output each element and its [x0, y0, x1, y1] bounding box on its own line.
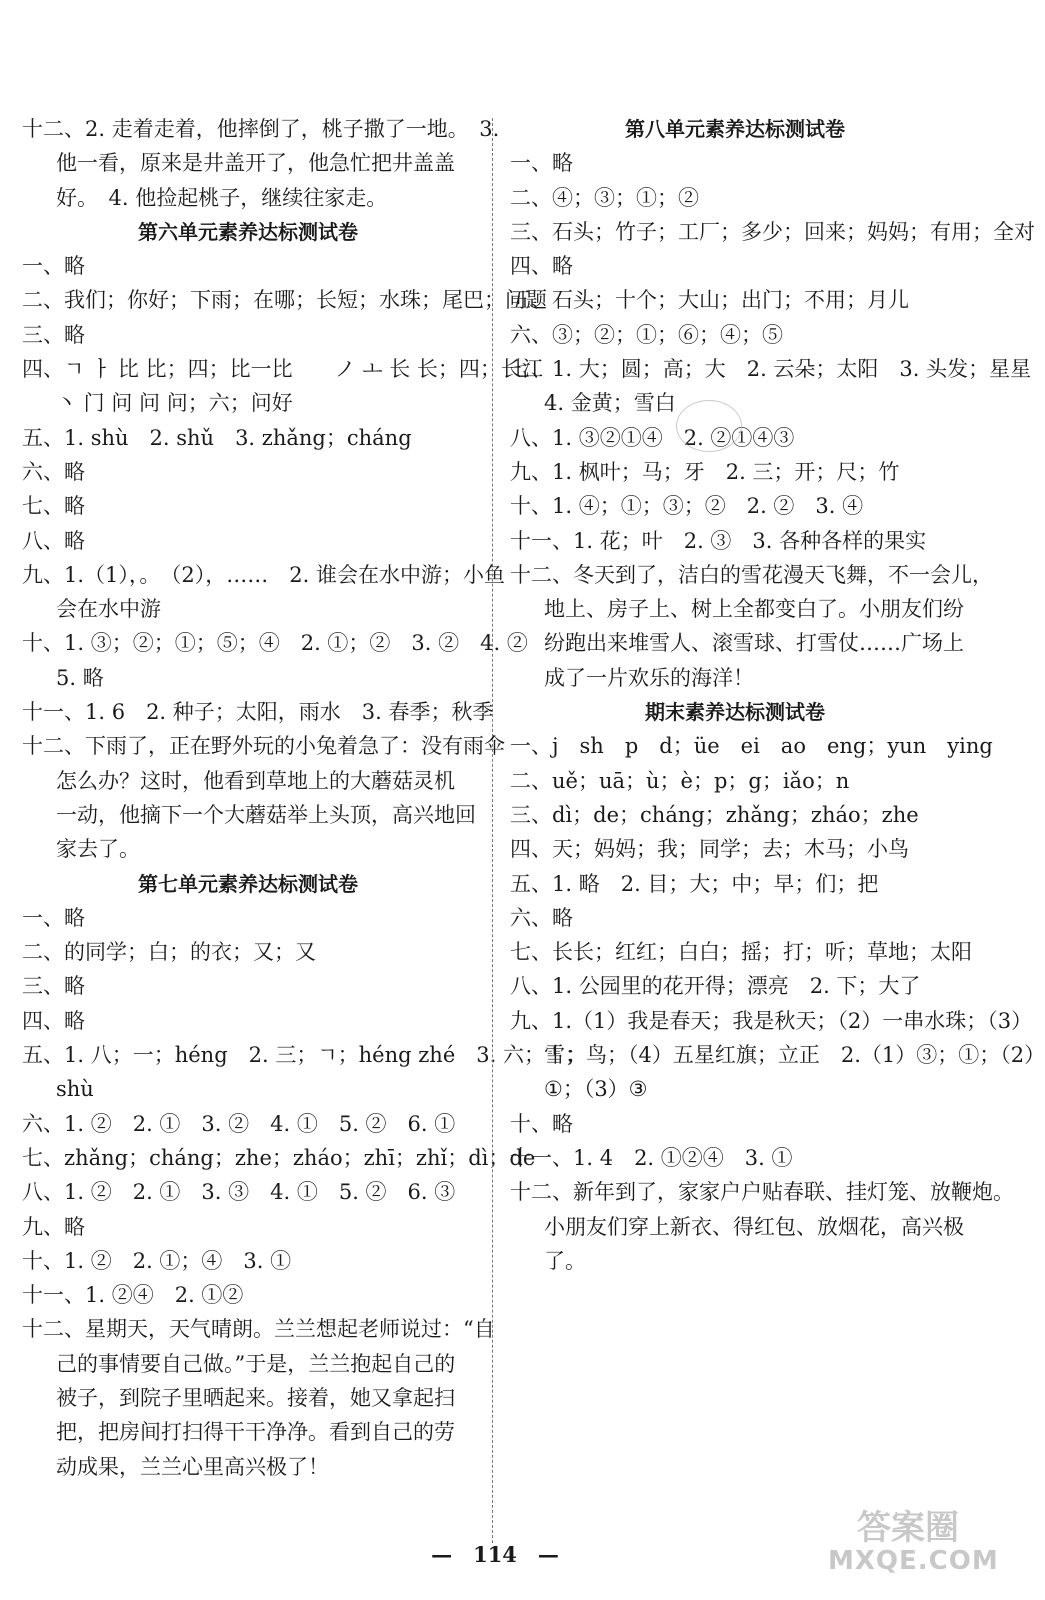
answer-line: 十、1. ③；②；①；⑤；④ 2. ①；② 3. ② 4. ②	[22, 631, 528, 656]
answer-line-continued: 他一看，原来是井盖开了，他急忙把井盖盖	[56, 151, 455, 176]
answer-line-continued: 怎么办？这时，他看到草地上的大蘑菇灵机	[56, 768, 455, 793]
answer-line-continued: 成了一片欢乐的海洋！	[544, 665, 754, 690]
answer-line: 六、略	[510, 905, 573, 930]
answer-line: 八、1. 公园里的花开得；漂亮 2. 下；大了	[510, 974, 921, 999]
answer-line: 九、1.（1），。 （2），…… 2. 谁会在水中游；小鱼	[22, 562, 505, 587]
answer-line-continued: 动成果，兰兰心里高兴极了！	[56, 1454, 329, 1479]
answer-line: 十二、新年到了，家家户户贴春联、挂灯笼、放鞭炮。	[510, 1180, 1014, 1205]
right-column	[510, 112, 1045, 1278]
answer-line: 六、1. ② 2. ① 3. ② 4. ① 5. ② 6. ①	[22, 1111, 456, 1136]
answer-line: 一、略	[22, 254, 85, 279]
answer-line-continued: 把，把房间打扫得干干净净。看到自己的劳	[56, 1420, 455, 1445]
answer-line: 七、zhǎng；cháng；zhe；zháo；zhī；zhǐ；dì；de	[22, 1145, 536, 1170]
answer-line: 四、天；妈妈；我；同学；去；木马；小鸟	[510, 837, 909, 862]
answer-line: 九、1.（1）我是春天；我是秋天；（2）一串水珠；（3）	[510, 1008, 1033, 1033]
answer-line: 八、略	[22, 528, 85, 553]
answer-line: 十二、2. 走着走着，他摔倒了，桃子撒了一地。 3.	[22, 117, 500, 141]
answer-line-continued: 被子，到院子里晒起来。接着，她又拿起扫	[56, 1385, 455, 1410]
answer-line: 二、④；③；①；②	[510, 185, 699, 210]
site-watermark	[828, 1508, 999, 1577]
watermark-logo-text: 答案圈	[857, 1508, 959, 1548]
answer-line: 十、1. ② 2. ①；④ 3. ①	[22, 1248, 292, 1273]
answer-line-continued: shù	[56, 1077, 94, 1102]
answer-line: 三、石头；竹子；工厂；多少；回来；妈妈；有用；全对	[510, 219, 1035, 244]
answer-line: 七、1. 大；圆；高；大 2. 云朵；太阳 3. 头发；星星	[510, 357, 1032, 382]
answer-line: 十、略	[510, 1111, 573, 1136]
answer-line-continued: 地上、房子上、树上全都变白了。小朋友们纷	[544, 597, 964, 622]
answer-line: 十一、1. ②④ 2. ①②	[22, 1283, 244, 1308]
answer-line: 六、③；②；①；⑥；④；⑤	[510, 322, 783, 347]
watermark-url: MXQE.COM	[828, 1546, 999, 1577]
answer-line: 二、uě；uā；ù；è；p；g；iǎo；n	[510, 768, 850, 793]
answer-line: 三、略	[22, 322, 85, 347]
answer-line-continued: 了。	[544, 1248, 586, 1273]
answer-line-continued: 小朋友们穿上新衣、得红包、放烟花，高兴极	[544, 1214, 964, 1239]
answer-line: 十、1. ④；①；③；② 2. ② 3. ④	[510, 494, 864, 519]
answer-line: 九、1. 枫叶；马；牙 2. 三；开；尺；竹	[510, 459, 900, 484]
answer-line-continued: 丶 门 问 问 问；六；问好	[56, 391, 293, 416]
answer-line: 十一、1. 花；叶 2. ③ 3. 各种各样的果实	[510, 528, 927, 553]
answer-line: 三、略	[22, 974, 85, 999]
answer-line: 八、1. ② 2. ① 3. ③ 4. ① 5. ② 6. ③	[22, 1180, 456, 1205]
answer-line: 二、我们；你好；下雨；在哪；长短；水珠；尾巴；问题	[22, 288, 547, 313]
answer-line: 一、略	[510, 151, 573, 176]
answer-line: 一、略	[22, 905, 85, 930]
answer-line-continued: 家去了。	[56, 837, 140, 862]
answer-line-continued: 好。 4. 他捡起桃子，继续往家走。	[56, 185, 388, 210]
answer-line-continued: 雪；鸟；（4）五星红旗；立正 2.（1）③；①；（2）	[544, 1043, 1045, 1068]
answer-line: 四、ㄱ ㅏ 比 比；四；比一比 ノ ㅗ 长 长；四；长江	[22, 357, 543, 382]
answer-line: 十一、1. 6 2. 种子；太阳，雨水 3. 春季；秋季	[22, 700, 494, 725]
answer-line: 五、1. shù 2. shǔ 3. zhǎng；cháng	[22, 425, 412, 450]
answer-line: 十一、1. 4 2. ①②④ 3. ①	[510, 1145, 793, 1170]
answer-line: 十二、冬天到了，洁白的雪花漫天飞舞，不一会儿，	[510, 562, 993, 587]
answer-line-continued: ①；（3）③	[544, 1077, 648, 1102]
answer-line-continued: 5. 略	[56, 665, 104, 690]
answer-line: 五、1. 八；一；héng 2. 三；ㄱ；héng zhé 3. 六；丨；	[22, 1043, 587, 1068]
answer-line: 四、略	[22, 1008, 85, 1033]
faint-stamp-mark	[676, 400, 742, 452]
section-title: 第六单元素养达标测试卷	[138, 219, 358, 244]
answer-line: 八、1. ③②①④ 2. ②①④③	[510, 425, 795, 450]
answer-line: 六、略	[22, 459, 85, 484]
section-title: 期末素养达标测试卷	[645, 700, 825, 725]
answer-line-continued: 己的事情要自己做。”于是，兰兰抱起自己的	[56, 1351, 456, 1376]
answer-line-continued: 会在水中游	[56, 597, 161, 622]
answer-line: 五、石头；十个；大山；出门；不用；月儿	[510, 288, 909, 313]
answer-line: 四、略	[510, 254, 573, 279]
answer-line: 三、dì；de；cháng；zhǎng；zháo；zhe	[510, 802, 919, 827]
answer-line-continued: 纷跑出来堆雪人、滚雪球、打雪仗……广场上	[544, 631, 964, 656]
section-title: 第七单元素养达标测试卷	[138, 871, 358, 896]
answer-line: 九、略	[22, 1214, 85, 1239]
column-divider	[492, 118, 493, 1543]
answer-line: 一、j sh p d；üe ei ao eng；yun ying	[510, 734, 993, 759]
answer-line: 二、的同学；白；的衣；又；又	[22, 940, 316, 965]
answer-line: 七、长长；红红；白白；摇；打；听；草地；太阳	[510, 940, 972, 965]
answer-line: 十二、星期天，天气晴朗。兰兰想起老师说过：“自	[22, 1317, 495, 1342]
page-number: — 114 —	[431, 1542, 559, 1567]
answer-line: 五、1. 略 2. 目；大；中；早；们；把	[510, 871, 879, 896]
answer-line: 十二、下雨了，正在野外玩的小兔着急了：没有雨伞	[22, 734, 505, 759]
answer-line-continued: 一动，他摘下一个大蘑菇举上头顶，高兴地回	[56, 802, 476, 827]
section-title: 第八单元素养达标测试卷	[625, 117, 845, 141]
answer-line: 七、略	[22, 494, 85, 519]
answer-line-continued: 4. 金黄；雪白	[544, 391, 676, 416]
